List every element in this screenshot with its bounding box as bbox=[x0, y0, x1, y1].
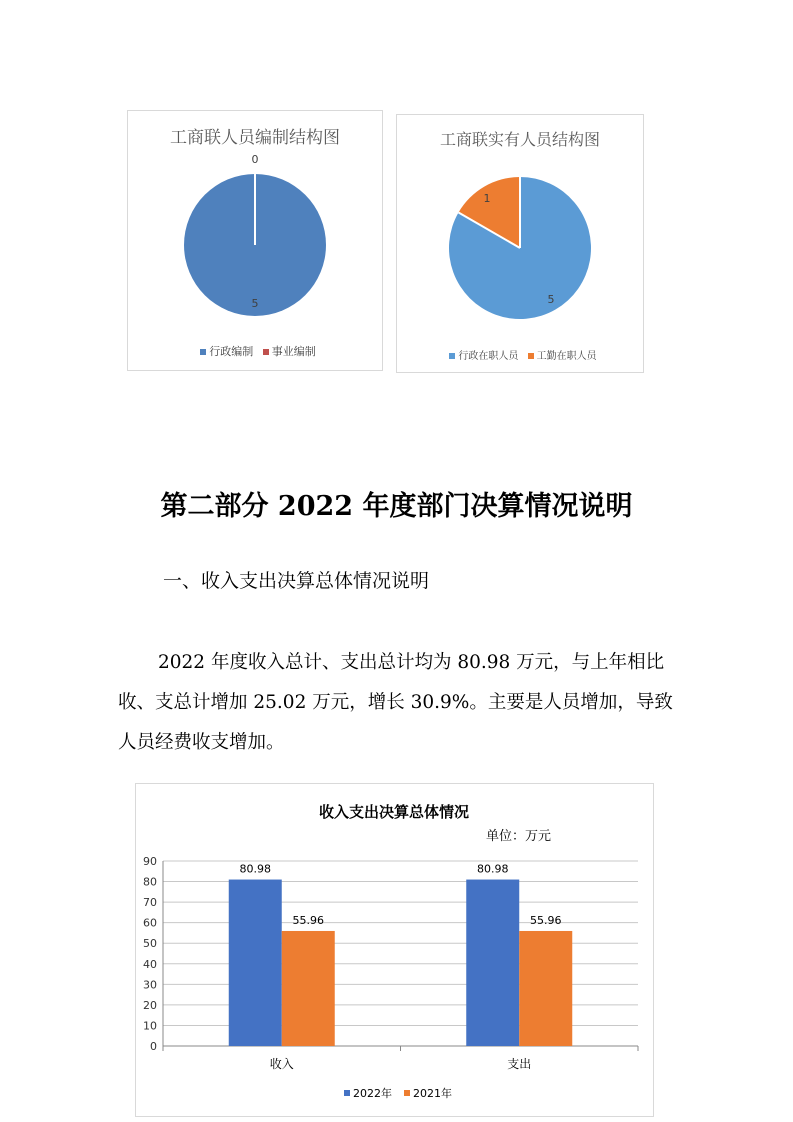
bar-data-label: 80.98 bbox=[239, 862, 271, 876]
y-tick-label: 50 bbox=[143, 937, 157, 951]
y-tick-label: 80 bbox=[143, 875, 157, 889]
bar-data-label: 80.98 bbox=[477, 862, 509, 876]
legend-label: 事业编制 bbox=[271, 345, 316, 358]
y-tick-label: 60 bbox=[143, 916, 157, 930]
legend-swatch bbox=[449, 353, 455, 359]
x-tick-label: 支出 bbox=[507, 1057, 532, 1071]
actual-staff-structure-chart bbox=[396, 114, 644, 373]
pie-chart-plot bbox=[397, 155, 643, 355]
pie-chart-legend bbox=[128, 343, 382, 359]
subsection-title: 一、收入支出决算总体情况说明 bbox=[163, 570, 430, 592]
chart-title: 收入支出决算总体情况 bbox=[318, 803, 470, 821]
pie-chart-legend bbox=[397, 347, 643, 362]
pie-data-label: 1 bbox=[483, 192, 491, 205]
legend-label: 行政编制 bbox=[209, 345, 254, 358]
legend-swatch bbox=[528, 353, 534, 359]
paragraph bbox=[118, 643, 688, 763]
pie-chart-title: 工商联人员编制结构图 bbox=[170, 128, 340, 148]
legend-label: 2021年 bbox=[413, 1087, 452, 1100]
bar bbox=[519, 931, 572, 1046]
bar-data-label: 55.96 bbox=[530, 913, 562, 927]
y-tick-label: 90 bbox=[143, 855, 157, 868]
staffing-structure-chart bbox=[127, 110, 383, 371]
legend-label: 2022年 bbox=[353, 1087, 392, 1100]
income-expense-chart bbox=[135, 783, 654, 1117]
legend-label: 行政在职人员 bbox=[458, 351, 519, 362]
y-tick-label: 40 bbox=[143, 957, 157, 971]
legend-swatch bbox=[263, 349, 269, 355]
x-tick-label: 收入 bbox=[269, 1057, 294, 1071]
bar bbox=[282, 931, 335, 1046]
bar bbox=[229, 880, 282, 1046]
legend-swatch bbox=[200, 349, 206, 355]
paragraph-text: 2022 年度收入总计、支出总计均为 80.98 万元，与上年相比收、支总计增加 25.02 万元，增长 30.9%。主要是人员增加，导致人员经费收支增加。 bbox=[118, 652, 673, 753]
pie-data-label: 0 bbox=[251, 153, 259, 166]
y-tick-label: 0 bbox=[150, 1040, 157, 1053]
bar-chart-plot bbox=[136, 784, 653, 1116]
legend-swatch bbox=[404, 1090, 410, 1096]
pie-data-label: 5 bbox=[547, 293, 555, 306]
unit-note: 单位：万元 bbox=[486, 829, 552, 844]
pie-chart-title: 工商联实有人员结构图 bbox=[439, 130, 600, 149]
legend-swatch bbox=[344, 1090, 350, 1096]
bar bbox=[466, 880, 519, 1046]
legend-label: 工勤在职人员 bbox=[536, 351, 597, 362]
y-tick-label: 20 bbox=[143, 998, 157, 1012]
y-tick-label: 10 bbox=[143, 1019, 157, 1033]
pie-chart-plot bbox=[128, 149, 382, 349]
y-tick-label: 70 bbox=[143, 896, 157, 910]
bar-data-label: 55.96 bbox=[292, 913, 324, 927]
pie-data-label: 5 bbox=[251, 297, 259, 310]
y-tick-label: 30 bbox=[143, 978, 157, 992]
section-title: 第二部分 2022 年度部门决算情况说明 bbox=[160, 491, 633, 522]
